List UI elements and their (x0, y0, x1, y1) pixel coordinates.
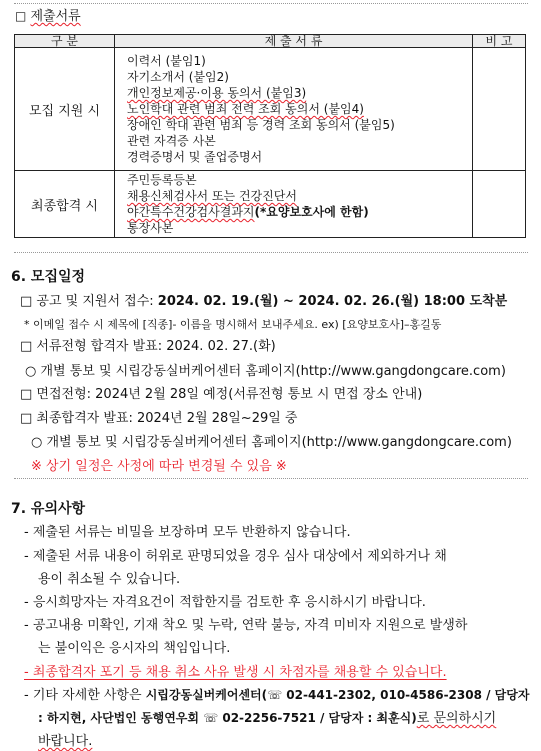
list-item: 관련 자격증 사본 (127, 134, 216, 148)
note-6-line-3: 바랍니다. (38, 734, 93, 749)
schedule-heading: 6. 모집일정 (11, 269, 86, 285)
table-row (15, 171, 526, 238)
docs-section-label: 제출서류 (30, 9, 81, 24)
list-item: 자기소개서 (붙임2) (127, 70, 229, 84)
change-note: ※ 상기 일정은 사정에 따라 변경될 수 있음 ※ (31, 459, 287, 474)
row-remarks (473, 48, 526, 171)
row-category: 모집 지원 시 (15, 48, 115, 171)
checkbox-icon: □ (15, 9, 27, 23)
email-note: * 이메일 접수 시 제목에 [직종]- 이름을 명시해서 보내주세요. ex) [요양보호사]–홍길동 (24, 318, 442, 331)
note-6-tail: 로 문의하시기 (416, 711, 497, 726)
list-item (127, 204, 472, 220)
note-4-line-2: 는 불이익은 응시자의 책임입니다. (38, 641, 231, 656)
table-header-row (15, 35, 526, 48)
schedule-apply (20, 290, 507, 309)
notify-homepage-1: ○ 개별 통보 및 시립강동실버케어센터 홈페이지(http://www.gangdongcare.com) (25, 364, 506, 379)
header-remarks: 비 고 (473, 35, 526, 48)
note-6-center-contact: 시립강동실버케어센터(☏ 02-441-2302, 010-4586-2308 / 담당자 (145, 688, 530, 702)
note-1: - 제출된 서류는 비밀을 보장하며 모두 반환하지 않습니다. (24, 525, 351, 540)
note-4-line-1: - 공고내용 미확인, 기재 착오 및 누락, 연락 불능, 자격 미비자 지원으로 발생하 (24, 618, 468, 633)
notes-heading: 7. 유의사항 (11, 501, 86, 517)
note-2-line-2: 용이 취소될 수 있습니다. (38, 572, 181, 587)
row-documents (115, 171, 473, 238)
list-item: 경력증명서 및 졸업증명서 (127, 150, 263, 164)
table-row (15, 48, 526, 171)
note-6-contacts: : 하지현, 사단법인 동행연우회 ☏ 02-2256-7521 / 담당자 : 최훈식) (38, 711, 417, 725)
row-documents (115, 48, 473, 171)
note-2-line-1: - 제출된 서류 내용이 허위로 판명되었을 경우 심사 대상에서 제외하거나 채 (24, 549, 447, 564)
note-6-line-1 (24, 684, 529, 703)
page-top-divider (14, 3, 528, 4)
list-item: 통장사본 (127, 221, 174, 235)
notify-homepage-2: ○ 개별 통보 및 시립강동실버케어센터 홈페이지(http://www.gangdongcare.com) (31, 435, 512, 450)
final-result: □ 최종합격자 발표: 2024년 2월 28일~29일 중 (20, 411, 298, 426)
list-item: 채용신체검사서 또는 건강진단서 (127, 189, 297, 203)
list-item: 노인학대 관련 범죄 전력 조회 동의서 (붙임4) (127, 102, 364, 116)
docs-section-title (15, 5, 81, 24)
header-category: 구 분 (15, 35, 115, 48)
list-item-text: 야간특수건강검사결과지 (127, 205, 255, 219)
docs-result: □ 서류전형 합격자 발표: 2024. 02. 27.(화) (20, 339, 276, 354)
apply-period: 2024. 02. 19.(월) ~ 2024. 02. 26.(월) 18:00 도착분 (157, 294, 508, 309)
documents-table (14, 34, 526, 238)
note-6-line-2 (38, 707, 496, 726)
list-item: 주민등록등본 (127, 173, 197, 187)
row-remarks (473, 171, 526, 238)
list-item-note: (*요양보호사에 한함) (254, 205, 369, 219)
list-item: 이력서 (붙임1) (127, 54, 206, 68)
note-5: - 최종합격자 포기 등 채용 취소 사유 발생 시 차점자를 채용할 수 있습니다. (24, 665, 447, 680)
row-category: 최종합격 시 (15, 171, 115, 238)
interview-schedule: □ 면접전형: 2024년 2월 28일 예정(서류전형 통보 시 면접 장소 안내) (20, 387, 423, 402)
list-item: 개인정보제공·이용 동의서 (붙임3) (127, 86, 307, 100)
section-divider (14, 478, 528, 479)
note-3: - 응시희망자는 자격요건이 적합한지를 검토한 후 응시하시기 바랍니다. (24, 595, 426, 610)
apply-label: □ 공고 및 지원서 접수: (20, 294, 154, 309)
header-documents: 제 출 서 류 (115, 35, 473, 48)
section-divider (14, 252, 528, 253)
list-item: 장애인 학대 관련 범죄 등 경력 조회 동의서 (붙임5) (127, 118, 395, 132)
note-6-prefix: - 기타 자세한 사항은 (24, 688, 142, 703)
